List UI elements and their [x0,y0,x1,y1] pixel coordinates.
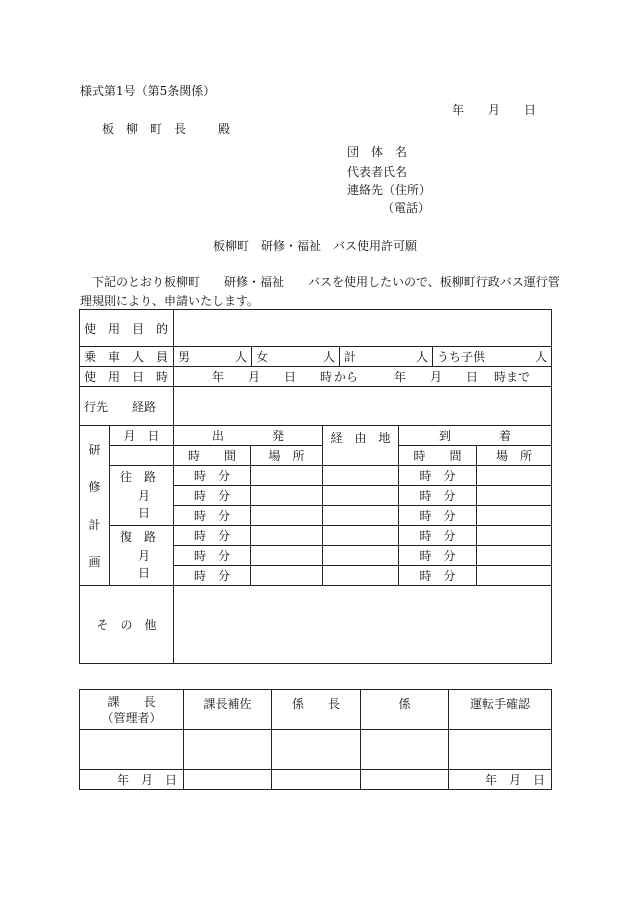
form-number: 様式第1号（第5条関係） [80,84,216,98]
return-label: 復 路 [120,530,157,544]
staff-stamp[interactable] [361,730,449,770]
departure-time-header: 時 間 [174,446,251,466]
driver-confirm-header: 運転手確認 [449,690,552,730]
via[interactable] [323,566,399,586]
arr-place[interactable] [477,566,552,586]
month-day-blank [110,446,174,466]
dep-time: 時 分 [174,566,251,586]
section-chief-header: 課 長 （管理者） [80,690,184,730]
dep-place[interactable] [251,466,323,486]
document-title: 板柳町 研修・福祉 バス使用許可願 [213,239,418,253]
outbound-cell [110,466,174,526]
day-label: 日 [284,370,297,384]
body-text-line-1: 下記のとおり板柳町 研修・福祉 バスを使用したいので、板柳町行政バス運行管 [92,275,560,289]
female-label: 女 [256,350,269,364]
dep-time: 時 分 [174,486,251,506]
male-label: 男 [178,350,191,364]
total-label: 計 [344,350,357,364]
from-label: から [334,370,359,384]
dep-place[interactable] [251,486,323,506]
approval-table [79,689,552,790]
day-label: 日 [466,370,479,384]
arr-place[interactable] [477,506,552,526]
arr-place[interactable] [477,526,552,546]
contact-label: 連絡先（住所） [347,183,432,197]
person-unit: 人 [416,350,429,364]
person-unit: 人 [535,350,548,364]
dep-place[interactable] [251,546,323,566]
subsection-chief-header: 係 長 [272,690,361,730]
arr-place[interactable] [477,546,552,566]
departure-header: 出 発 [174,426,323,446]
passengers-label: 乗 車 人 員 [80,347,174,367]
section-chief-stamp[interactable] [80,730,184,770]
date-line: 年 月 日 [452,103,537,117]
blank [272,770,361,790]
person-unit: 人 [235,350,248,364]
approval-date-right: 年 月 日 [449,770,552,790]
assistant-stamp[interactable] [184,730,272,770]
arrival-header: 到 着 [399,426,552,446]
arr-time: 時 分 [399,466,477,486]
destination-field[interactable] [174,387,552,426]
return-date-label: 月 日 [138,549,163,580]
arrival-place-header: 場 所 [477,446,552,466]
route-header: 経 由 地 [323,426,399,466]
representative-label: 代表者氏名 [347,165,408,179]
dep-time: 時 分 [174,506,251,526]
month-day-header: 月 日 [110,426,174,446]
main-application-table [79,309,552,664]
arr-time: 時 分 [399,486,477,506]
year-label: 年 [212,370,225,384]
departure-place-header: 場 所 [251,446,323,466]
via[interactable] [323,466,399,486]
via[interactable] [323,486,399,506]
dep-place[interactable] [251,526,323,546]
body-text-line-2: 理規則により、申請いたします。 [80,294,260,308]
other-label: そ の 他 [80,586,174,664]
dep-place[interactable] [251,566,323,586]
arr-time: 時 分 [399,506,477,526]
dates-row [174,367,552,387]
outbound-label: 往 路 [120,470,157,484]
arr-place[interactable] [477,466,552,486]
children-label: うち子供 [437,350,486,364]
arr-time: 時 分 [399,526,477,546]
until-label: 時まで [494,370,531,384]
dep-place[interactable] [251,506,323,526]
via[interactable] [323,546,399,566]
purpose-field[interactable] [174,310,552,347]
honorific: 殿 [218,122,231,136]
dates-label: 使 用 日 時 [80,367,174,387]
dep-time: 時 分 [174,546,251,566]
group-name-label: 団 体 名 [347,145,408,159]
staff-header: 係 [361,690,449,730]
destination-label: 行先 経路 [80,387,174,426]
person-unit: 人 [323,350,336,364]
addressee: 板 柳 町 長 [102,122,187,136]
arr-time: 時 分 [399,566,477,586]
blank [184,770,272,790]
month-label: 月 [430,370,443,384]
purpose-label: 使 用 目 的 [80,310,174,347]
month-label: 月 [248,370,261,384]
phone-label: （電話） [382,201,431,215]
year-label: 年 [394,370,407,384]
other-field[interactable] [174,586,552,664]
return-cell [110,526,174,586]
blank [361,770,449,790]
subsection-chief-stamp[interactable] [272,730,361,770]
assistant-header: 課長補佐 [184,690,272,730]
driver-stamp[interactable] [449,730,552,770]
plan-vertical-label: 研 修 計 画 [80,426,110,586]
dep-time: 時 分 [174,526,251,546]
via[interactable] [323,506,399,526]
arrival-time-header: 時 間 [399,446,477,466]
approval-date-left: 年 月 日 [80,770,184,790]
via[interactable] [323,526,399,546]
outbound-date-label: 月 日 [138,489,163,520]
dep-time: 時 分 [174,466,251,486]
passengers-row [174,347,552,367]
arr-time: 時 分 [399,546,477,566]
arr-place[interactable] [477,486,552,506]
hour-label: 時 [320,370,333,384]
